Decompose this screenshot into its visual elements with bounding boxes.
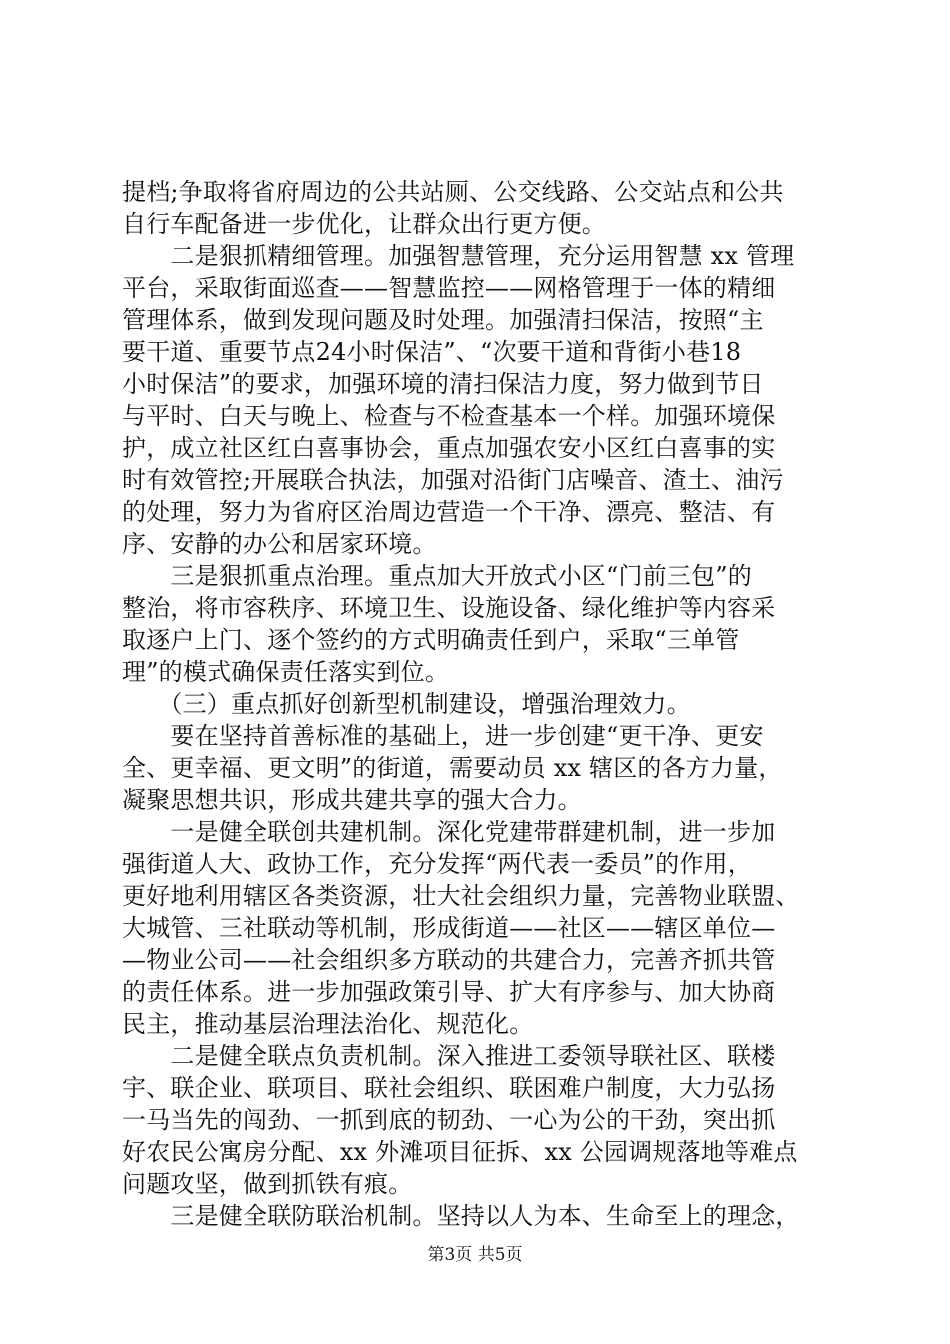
text-line: 三是健全联防联治机制。坚持以人为本、生命至上的理念，	[122, 1202, 800, 1230]
text-line: 与平时、白天与晚上、检查与不检查基本一个样。加强环境保	[122, 402, 776, 430]
page-number-label: 第3页 共5页	[427, 1245, 523, 1265]
text-line: —物业公司——社会组织多方联动的共建合力，完善齐抓共管	[122, 946, 776, 974]
section-heading: （三）重点抓好创新型机制建设，增强治理效力。	[122, 690, 691, 718]
text-line: 三是狠抓重点治理。重点加大开放式小区“门前三包”的	[122, 562, 752, 590]
text-line: 大城管、三社联动等机制，形成街道——社区——辖区单位—	[122, 914, 776, 942]
text-line: 取逐户上门、逐个签约的方式明确责任到户，采取“三单管	[122, 626, 740, 654]
text-line: 护，成立社区红白喜事协会，重点加强农安小区红白喜事的实	[122, 434, 776, 462]
text-line: 要在坚持首善标准的基础上，进一步创建“更干净、更安	[122, 722, 764, 750]
text-line: 全、更幸福、更文明”的街道，需要动员 xx 辖区的各方力量，	[122, 754, 783, 782]
text-line: 自行车配备进一步优化，让群众出行更方便。	[122, 210, 606, 238]
text-line: 宇、联企业、联项目、联社会组织、联困难户制度，大力弘扬	[122, 1074, 776, 1102]
text-line: 二是健全联点负责机制。深入推进工委领导联社区、联楼	[122, 1042, 776, 1070]
text-line: 的责任体系。进一步加强政策引导、扩大有序参与、加大协商	[122, 978, 776, 1006]
text-line: 一马当先的闯劲、一抓到底的韧劲、一心为公的干劲，突出抓	[122, 1106, 776, 1134]
text-line: 好农民公寓房分配、xx 外滩项目征拆、xx 公园调规落地等难点	[122, 1138, 798, 1166]
text-line: 更好地利用辖区各类资源，壮大社会组织力量，完善物业联盟、	[122, 882, 800, 910]
text-line: 小时保洁”的要求，加强环境的清扫保洁力度，努力做到节日	[122, 370, 764, 398]
text-line: 强街道人大、政协工作，充分发挥“两代表一委员”的作用，	[122, 850, 752, 878]
text-line: 凝聚思想共识，形成共建共享的强大合力。	[122, 786, 582, 814]
text-line: 平台，采取街面巡查——智慧监控——网格管理于一体的精细	[122, 274, 776, 302]
text-line: 理”的模式确保责任落实到位。	[122, 658, 450, 686]
text-line: 管理体系，做到发现问题及时处理。加强清扫保洁，按照“主	[122, 306, 764, 334]
text-line: 二是狠抓精细管理。加强智慧管理，充分运用智慧 xx 管理	[122, 242, 795, 270]
text-line: 整治，将市容秩序、环境卫生、设施设备、绿化维护等内容采	[122, 594, 776, 622]
text-line: 一是健全联创共建机制。深化党建带群建机制，进一步加	[122, 818, 776, 846]
text-line: 的处理，努力为省府区治周边营造一个干净、漂亮、整洁、有	[122, 498, 776, 526]
text-line: 民主，推动基层治理法治化、规范化。	[122, 1010, 534, 1038]
text-line: 问题攻坚，做到抓铁有痕。	[122, 1170, 413, 1198]
text-line: 序、安静的办公和居家环境。	[122, 530, 437, 558]
text-line: 时有效管控;开展联合执法，加强对沿街门店噪音、渣土、油污	[122, 466, 784, 494]
text-line: 要干道、重要节点24小时保洁”、“次要干道和背街小巷18	[122, 338, 742, 366]
page-footer	[0, 1244, 950, 1266]
text-line: 提档;争取将省府周边的公共站厕、公交线路、公交站点和公共	[122, 178, 784, 206]
document-body	[122, 176, 834, 1232]
